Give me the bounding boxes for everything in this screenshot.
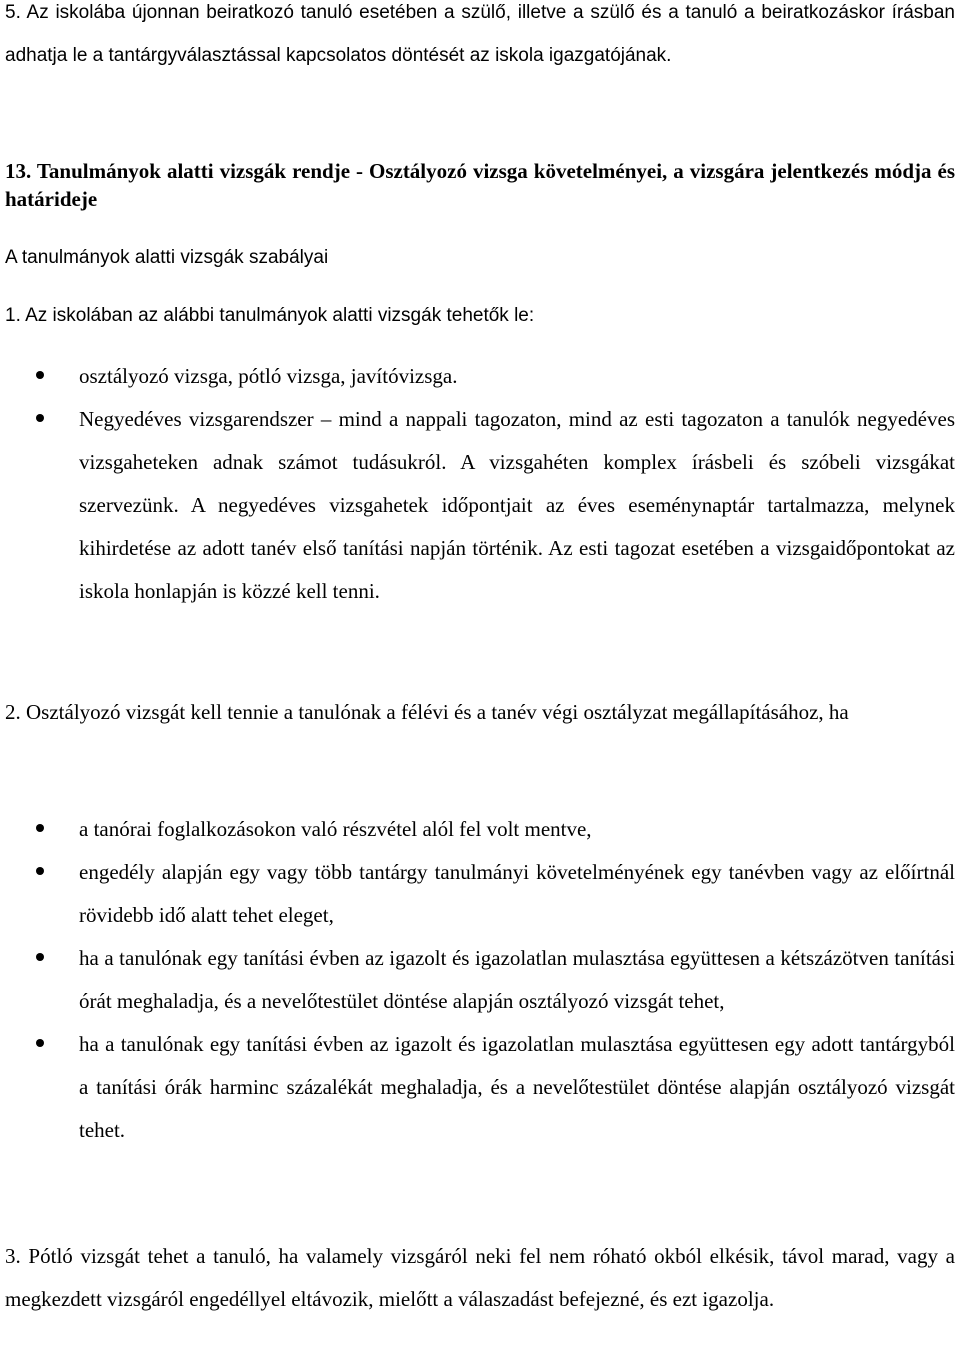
- list-item: [0, 808, 955, 851]
- list-item-text: engedély alapján egy vagy több tantárgy tanulmányi követelményének egy tanévben vagy az előírtnál rövidebb idő alatt tehet eleget,: [79, 860, 955, 927]
- list-item: [0, 1023, 955, 1152]
- section-heading-13: 13. Tanulmányok alatti vizsgák rendje - Osztályozó vizsga követelményei, a vizsgára jelentkezés módja és határideje: [5, 159, 955, 211]
- list-item-text: ha a tanulónak egy tanítási évben az igazolt és igazolatlan mulasztása együttesen a kétszázötven tanítási órát meghaladja, és a nevelőtestület döntése alapján osztályozó vizsgát tehet,: [79, 946, 955, 1013]
- list-item: [0, 398, 955, 613]
- bullet-icon: [36, 953, 44, 961]
- list-item-text: ha a tanulónak egy tanítási évben az igazolt és igazolatlan mulasztása együttesen egy adott tantárgyból a tanítási órák harminc százalékát meghaladja, és a nevelőtestület döntése alapján osztályozó vizsgát tehet.: [79, 1032, 955, 1142]
- bullet-icon: [36, 414, 44, 422]
- bullet-icon: [36, 867, 44, 875]
- list-item: [0, 851, 955, 937]
- paragraph-2: 2. Osztályozó vizsgát kell tennie a tanulónak a félévi és a tanév végi osztályzat megállapításához, ha: [5, 700, 849, 724]
- paragraph-5: 5. Az iskolába újonnan beiratkozó tanuló esetében a szülő, illetve a szülő és a tanuló a beiratkozáskor írásban adhatja le a tantárgyválasztással kapcsolatos döntését az iskola igazgatójának.: [5, 2, 955, 66]
- list-item-text: osztályozó vizsga, pótló vizsga, javítóvizsga.: [79, 364, 458, 388]
- list-item: [0, 937, 955, 1023]
- section-subtitle: A tanulmányok alatti vizsgák szabályai: [5, 247, 329, 268]
- exam-types-list: [0, 355, 955, 613]
- paragraph-3: 3. Pótló vizsgát tehet a tanuló, ha valamely vizsgáról neki fel nem róható okból elkésik, távol marad, vagy a megkezdett vizsgáról engedéllyel eltávozik, mielőtt a válaszadást befejezné, és ezt igazolja.: [5, 1244, 955, 1311]
- bullet-icon: [36, 371, 44, 379]
- bullet-icon: [36, 1039, 44, 1047]
- paragraph-1: 1. Az iskolában az alábbi tanulmányok alatti vizsgák tehetők le:: [5, 305, 535, 326]
- list-item-text: Negyedéves vizsgarendszer – mind a nappali tagozaton, mind az esti tagozaton a tanulók negyedéves vizsgaheteken adnak számot tudásukról. A vizsgahéten komplex írásbeli és szóbeli vizsgákat szervezünk. A negyedéves vizsgahetek időpontjait az éves eseménynaptár tartalmazza, melynek kihirdetése az adott tanév első tanítási napján történik. Az esti tagozat esetében a vizsgaidőpontokat az iskola honlapján is közzé kell tenni.: [79, 407, 955, 603]
- list-item-text: a tanórai foglalkozásokon való részvétel alól fel volt mentve,: [79, 817, 592, 841]
- list-item: [0, 355, 955, 398]
- conditions-list: [0, 808, 955, 1152]
- bullet-icon: [36, 824, 44, 832]
